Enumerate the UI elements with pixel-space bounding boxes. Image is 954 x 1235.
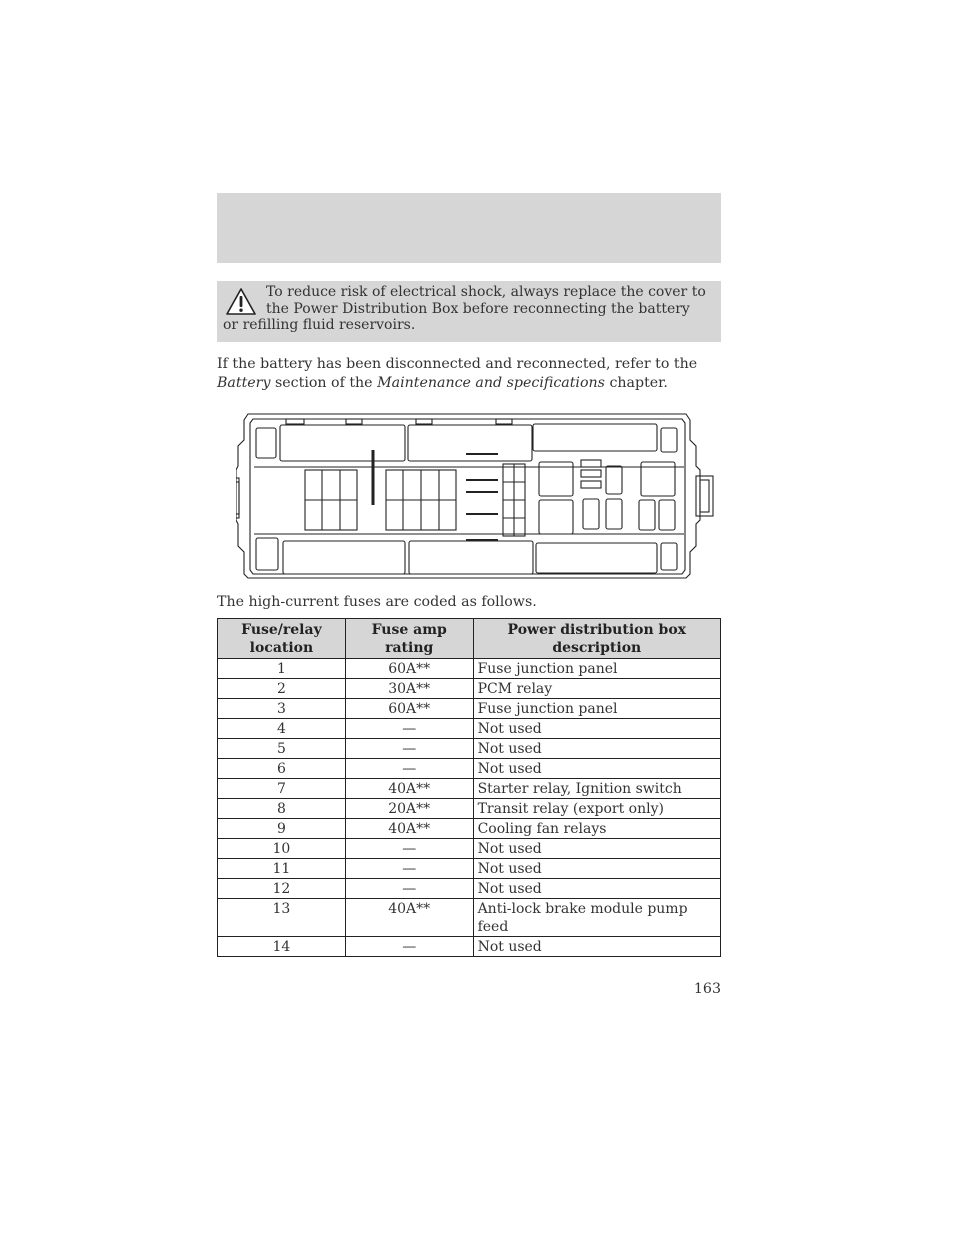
cell-description: Fuse junction panel [473, 699, 720, 719]
table-caption: The high-current fuses are coded as follows. [217, 594, 537, 610]
chapter-reference: Maintenance and specifications [377, 374, 605, 391]
cell-location: 1 [218, 659, 346, 679]
cell-description: Starter relay, Ignition switch [473, 779, 720, 799]
cell-description: Cooling fan relays [473, 819, 720, 839]
cell-description: Transit relay (export only) [473, 799, 720, 819]
cell-description: Not used [473, 739, 720, 759]
battery-reference: Battery [217, 374, 271, 391]
cell-description: Not used [473, 879, 720, 899]
cell-location: 9 [218, 819, 346, 839]
table-row [218, 899, 721, 937]
cell-rating: — [345, 739, 473, 759]
cell-description: Not used [473, 839, 720, 859]
cell-location: 2 [218, 679, 346, 699]
cell-rating: 20A** [345, 799, 473, 819]
header-location: Fuse/relay location [218, 619, 346, 659]
cell-description: Not used [473, 937, 720, 957]
page-number: 163 [693, 981, 721, 997]
cell-location: 14 [218, 937, 346, 957]
cell-rating: — [345, 937, 473, 957]
section-header-band [217, 193, 721, 263]
cell-location: 6 [218, 759, 346, 779]
cell-location: 7 [218, 779, 346, 799]
warning-text: To reduce risk of electrical shock, always replace the cover to the Power Distribution Box before reconnecting the battery or refilling fluid reservoirs. [223, 284, 706, 333]
warning-box [217, 281, 721, 342]
cell-description: Fuse junction panel [473, 659, 720, 679]
table-row [218, 859, 721, 879]
cell-rating: — [345, 879, 473, 899]
cell-description: PCM relay [473, 679, 720, 699]
cell-location: 13 [218, 899, 346, 937]
header-rating: Fuse amp rating [345, 619, 473, 659]
fuse-table [217, 618, 721, 957]
cell-description: Anti-lock brake module pump feed [473, 899, 720, 937]
table-header-row [218, 619, 721, 659]
table-row [218, 679, 721, 699]
cell-location: 10 [218, 839, 346, 859]
header-description: Power distribution box description [473, 619, 720, 659]
table-row [218, 719, 721, 739]
table-row [218, 839, 721, 859]
cell-description: Not used [473, 719, 720, 739]
table-row [218, 759, 721, 779]
cell-rating: 60A** [345, 699, 473, 719]
cell-rating: — [345, 839, 473, 859]
cell-location: 11 [218, 859, 346, 879]
cell-description: Not used [473, 859, 720, 879]
cell-location: 4 [218, 719, 346, 739]
table-row [218, 699, 721, 719]
cell-location: 12 [218, 879, 346, 899]
cell-rating: — [345, 859, 473, 879]
cell-rating: — [345, 759, 473, 779]
cell-location: 8 [218, 799, 346, 819]
table-row [218, 779, 721, 799]
cell-description: Not used [473, 759, 720, 779]
table-row [218, 819, 721, 839]
cell-rating: 30A** [345, 679, 473, 699]
cell-location: 5 [218, 739, 346, 759]
cell-rating: 60A** [345, 659, 473, 679]
table-row [218, 937, 721, 957]
cell-rating: 40A** [345, 819, 473, 839]
table-row [218, 879, 721, 899]
intro-paragraph: If the battery has been disconnected and reconnected, refer to the Battery section of the Maintenance and specifications chapter. [217, 356, 698, 391]
power-distribution-box-diagram [236, 410, 717, 580]
cell-rating: 40A** [345, 899, 473, 937]
table-row [218, 659, 721, 679]
cell-rating: — [345, 719, 473, 739]
table-row [218, 799, 721, 819]
cell-location: 3 [218, 699, 346, 719]
cell-rating: 40A** [345, 779, 473, 799]
table-row [218, 739, 721, 759]
